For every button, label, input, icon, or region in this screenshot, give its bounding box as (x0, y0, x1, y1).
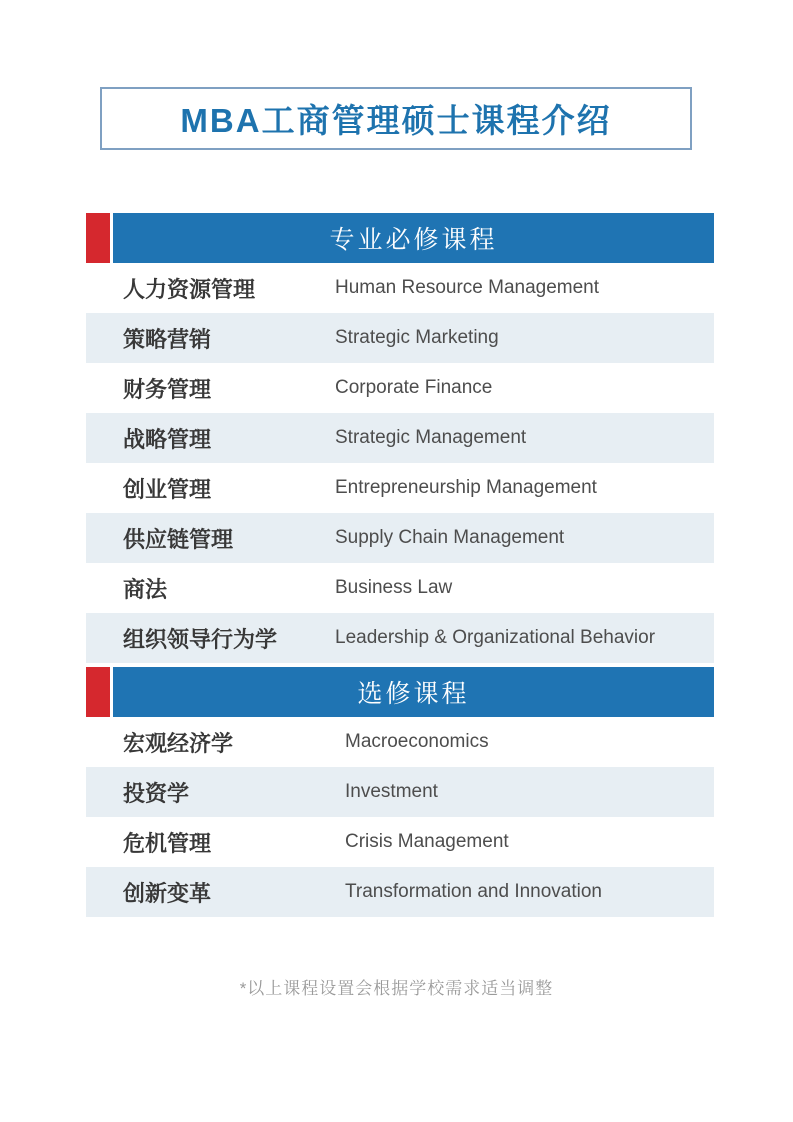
course-row (86, 263, 714, 313)
course-name-zh: 人力资源管理 (123, 276, 256, 302)
footnote: *以上课程设置会根据学校需求适当调整 (239, 979, 554, 998)
course-row (86, 363, 714, 413)
course-row (86, 717, 714, 767)
course-name-en: Supply Chain Management (335, 527, 565, 548)
course-row (86, 613, 714, 663)
course-row (86, 513, 714, 563)
section-header-required (86, 213, 714, 263)
course-name-en: Human Resource Management (335, 277, 600, 298)
page-title: MBA工商管理硕士课程介绍 (180, 102, 612, 139)
course-name-zh: 策略营销 (123, 326, 212, 352)
course-name-en: Entrepreneurship Management (335, 477, 597, 498)
course-name-en: Corporate Finance (335, 377, 493, 398)
course-name-zh: 创业管理 (123, 476, 212, 502)
title-box (100, 87, 692, 150)
course-name-en: Transformation and Innovation (345, 881, 603, 902)
course-name-en: Investment (345, 781, 438, 802)
course-row (86, 413, 714, 463)
course-row (86, 313, 714, 363)
course-row (86, 767, 714, 817)
section-header-elective (86, 667, 714, 717)
course-name-zh: 危机管理 (123, 830, 212, 856)
course-name-en: Strategic Marketing (335, 327, 499, 348)
course-name-zh: 宏观经济学 (123, 730, 234, 756)
course-row (86, 563, 714, 613)
course-name-en: Strategic Management (335, 427, 527, 448)
course-name-zh: 供应链管理 (123, 526, 234, 552)
course-name-zh: 组织领导行为学 (123, 626, 278, 652)
red-accent-block (86, 213, 110, 263)
section-header-label: 选修课程 (113, 667, 714, 717)
course-name-zh: 财务管理 (123, 376, 212, 402)
course-name-en: Macroeconomics (345, 731, 489, 752)
course-name-zh: 战略管理 (123, 426, 212, 452)
course-name-zh: 投资学 (123, 780, 190, 806)
course-name-en: Business Law (335, 577, 453, 598)
course-name-en: Leadership & Organizational Behavior (335, 627, 656, 648)
course-row (86, 817, 714, 867)
course-name-zh: 商法 (123, 576, 168, 602)
red-accent-block (86, 667, 110, 717)
section-header-label: 专业必修课程 (113, 213, 714, 263)
course-table (86, 213, 714, 917)
course-row (86, 463, 714, 513)
course-name-en: Crisis Management (345, 831, 509, 852)
elective-rows (86, 717, 714, 917)
course-row (86, 867, 714, 917)
course-name-zh: 创新变革 (123, 880, 212, 906)
